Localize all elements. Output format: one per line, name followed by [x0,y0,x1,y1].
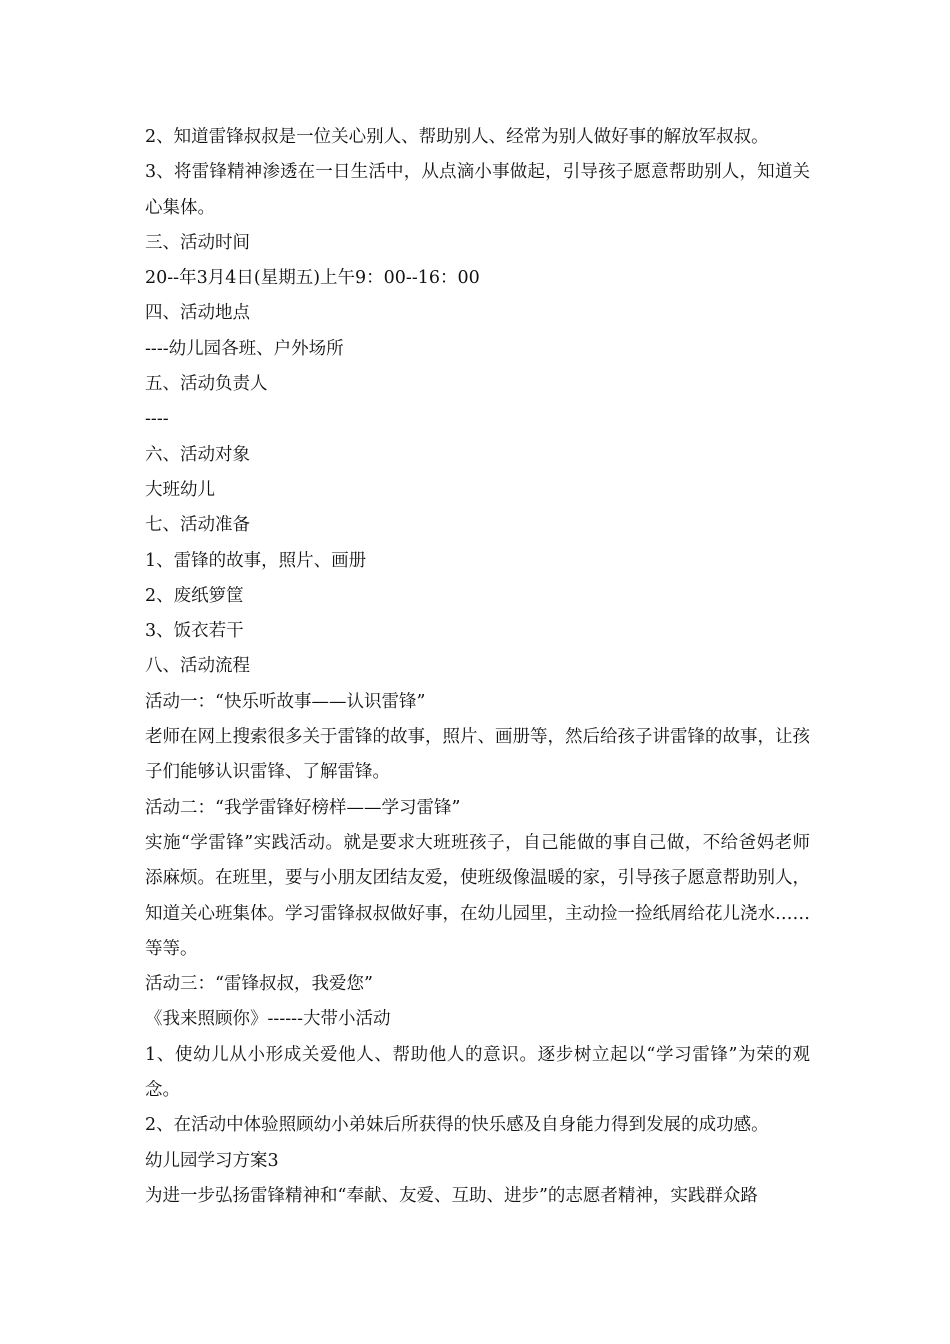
paragraph-target: 大班幼儿 [145,479,215,500]
activity-2-title: 活动二：“我学雷锋好榜样——学习雷锋” [145,797,461,818]
section-heading-person: 五、活动负责人 [145,374,268,395]
section-heading-time: 三、活动时间 [145,232,250,253]
paragraph-person: ---- [145,409,169,430]
activity-1-title: 活动一：“快乐听故事——认识雷锋” [145,691,426,712]
plan-3-heading: 幼儿园学习方案3 [145,1150,279,1171]
activity-3-item-1: 1、使幼儿从小形成关爱他人、帮助他人的意识。逐步树立起以“学习雷锋”为荣的观念。 [145,1044,810,1101]
document-body [145,120,810,1214]
activity-3-subtitle: 《我来照顾你》------大带小活动 [145,1009,391,1030]
paragraph-prep-3: 3、饭衣若干 [145,621,244,642]
section-heading-location: 四、活动地点 [145,303,250,324]
paragraph-time: 20--年3月4日(星期五)上午9：00--16：00 [145,268,480,289]
section-heading-prep: 七、活动准备 [145,515,250,536]
activity-3-title: 活动三：“雷锋叔叔，我爱您” [145,974,373,995]
activity-1-body: 老师在网上搜索很多关于雷锋的故事，照片、画册等，然后给孩子讲雷锋的故事，让孩子们能够认识雷锋、了解雷锋。 [145,727,810,783]
paragraph-prep-1: 1、雷锋的故事，照片、画册 [145,550,367,571]
plan-3-intro: 为进一步弘扬雷锋精神和“奉献、友爱、互助、进步”的志愿者精神，实践群众路 [145,1185,758,1206]
paragraph-2: 3、将雷锋精神渗透在一日生活中，从点滴小事做起，引导孩子愿意帮助别人，知道关心集体。 [145,162,810,218]
section-heading-flow: 八、活动流程 [145,656,250,677]
activity-3-item-2: 2、在活动中体验照顾幼小弟妹后所获得的快乐感及自身能力得到发展的成功感。 [145,1115,769,1136]
paragraph-1: 2、知道雷锋叔叔是一位关心别人、帮助别人、经常为别人做好事的解放军叔叔。 [145,127,769,147]
activity-2-body: 实施“学雷锋”实践活动。就是要求大班班孩子，自己能做的事自己做，不给爸妈老师添麻烦。在班里，要与小朋友团结友爱，使班级像温暖的家，引导孩子愿意帮助别人，知道关心班集体。学习雷锋叔叔做好事，在幼儿园里，主动捡一捡纸屑给花儿浇水……等等。 [145,832,810,959]
paragraph-location: ----幼儿园各班、户外场所 [145,338,344,359]
paragraph-prep-2: 2、废纸箩筐 [145,585,244,606]
section-heading-target: 六、活动对象 [145,444,250,465]
